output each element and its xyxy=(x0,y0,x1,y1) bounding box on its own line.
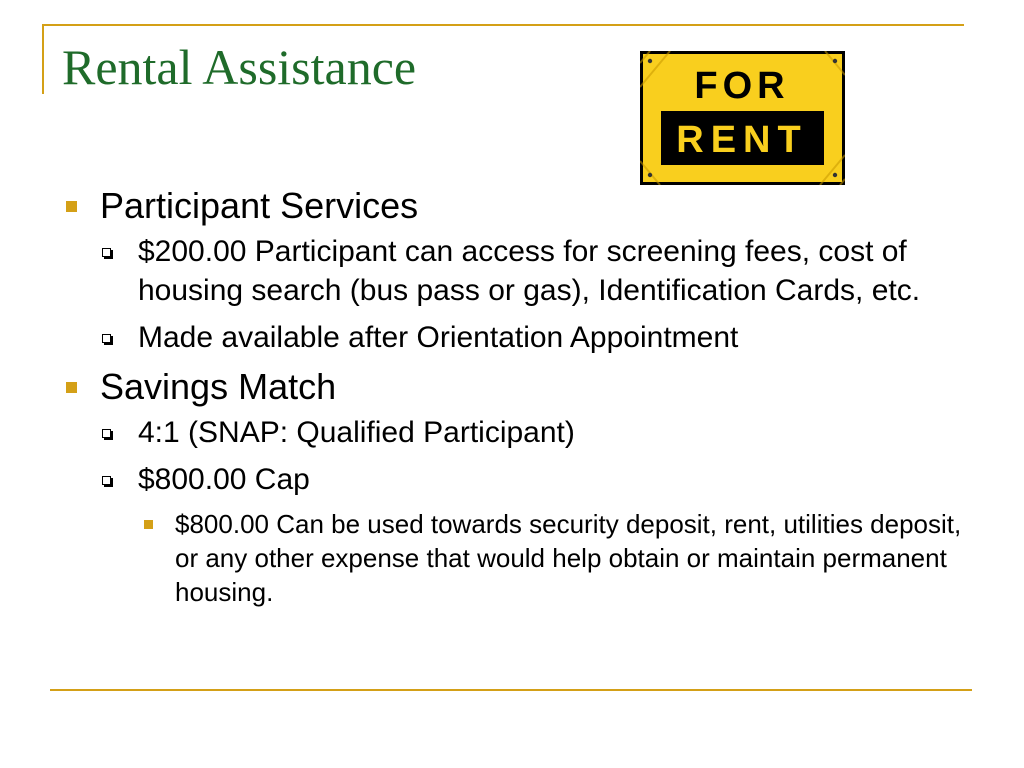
sub-bullet-ratio xyxy=(98,413,962,452)
sign-text-for: FOR xyxy=(694,65,790,107)
sub-bullet-orientation xyxy=(98,318,962,357)
frame-bottom-line xyxy=(50,689,972,691)
frame-top-line xyxy=(42,24,964,26)
for-rent-sign xyxy=(640,51,845,185)
sub-bullet-text: 4:1 (SNAP: Qualified Participant) xyxy=(138,416,575,449)
sub-sub-bullet-cap-usage xyxy=(138,507,962,609)
checkbox-bullet-icon xyxy=(102,429,111,438)
square-bullet-icon xyxy=(66,382,77,393)
bullet-text: Savings Match xyxy=(100,366,337,407)
frame-left-line xyxy=(42,24,44,94)
sub-bullet-cap xyxy=(98,460,962,499)
sub-sub-bullet-text: $800.00 Can be used towards security deposit, rent, utilities deposit, or any other expense that would help obtain or maintain permanent housing. xyxy=(175,509,962,607)
sub-bullet-text: Made available after Orientation Appointment xyxy=(138,321,739,354)
bullet-text: Participant Services xyxy=(100,185,419,226)
square-bullet-icon xyxy=(66,201,77,212)
bullet-savings-match xyxy=(62,365,962,409)
slide-title: Rental Assistance xyxy=(62,39,417,95)
bullet-participant-services xyxy=(62,184,962,228)
sign-text-rent: RENT xyxy=(676,119,808,161)
checkbox-bullet-icon xyxy=(102,476,111,485)
checkbox-bullet-icon xyxy=(102,248,111,257)
sub-bullet-screening-fees xyxy=(98,232,962,310)
checkbox-bullet-icon xyxy=(102,334,111,343)
sub-bullet-text: $800.00 Cap xyxy=(138,463,310,496)
square-bullet-icon xyxy=(144,520,153,529)
sub-bullet-text: $200.00 Participant can access for screening fees, cost of housing search (bus pass or gas), Identification Cards, etc. xyxy=(138,235,921,307)
slide-content xyxy=(62,184,962,609)
